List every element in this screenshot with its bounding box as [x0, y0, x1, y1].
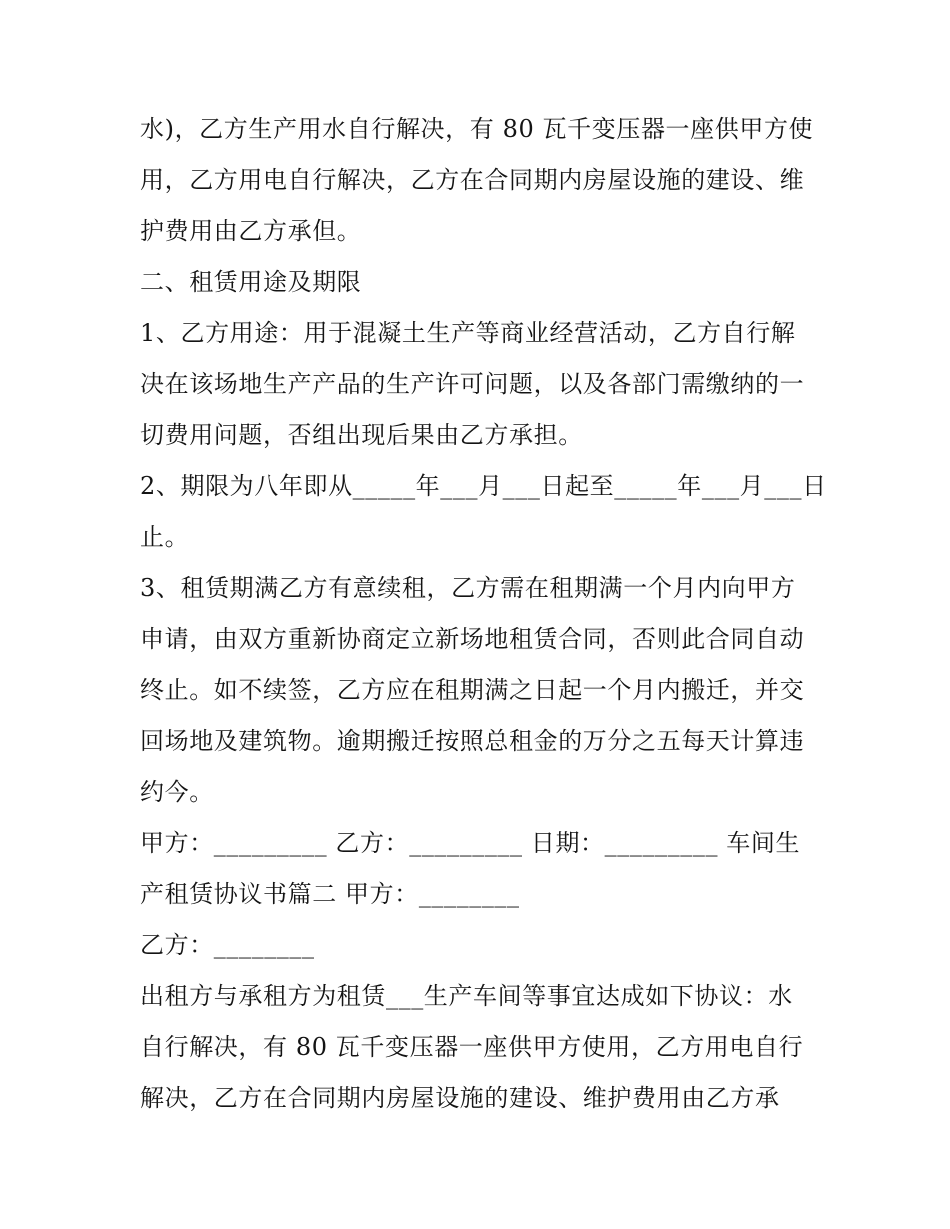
- paragraph-line: 解决，乙方在合同期内房屋设施的建设、维护费用由乙方承: [140, 1084, 780, 1112]
- paragraph-line: 约今。: [140, 778, 214, 806]
- paragraph-line: 1、乙方用途：用于混凝土生产等商业经营活动，乙方自行解: [140, 319, 796, 347]
- paragraph-line: 产租赁协议书篇二 甲方：________: [140, 880, 520, 908]
- paragraph-line: 乙方：________: [140, 931, 315, 959]
- paragraph-line: 止。: [140, 523, 190, 551]
- paragraph-line: 切费用问题，否组出现后果由乙方承担。: [140, 421, 583, 449]
- paragraph-line: 决在该场地生产产品的生产许可问题，以及各部门需缴纳的一: [140, 370, 805, 398]
- paragraph-line: 护费用由乙方承但。: [140, 217, 362, 245]
- paragraph-line: 申请，由双方重新协商定立新场地租赁合同，否则此合同自动: [140, 625, 805, 653]
- paragraph-line: 终止。如不续签，乙方应在租期满之日起一个月内搬迁，并交: [140, 676, 805, 704]
- paragraph-line: 用，乙方用电自行解决，乙方在合同期内房屋设施的建设、维: [140, 166, 805, 194]
- section-heading: 二、租赁用途及期限: [140, 268, 362, 296]
- paragraph-line: 水)，乙方生产用水自行解决，有 80 瓦千变压器一座供甲方使: [140, 115, 814, 143]
- paragraph-line: 自行解决，有 80 瓦千变压器一座供甲方使用，乙方用电自行: [140, 1033, 804, 1061]
- signature-line: 甲方：_________ 乙方：_________ 日期：_________ 车间生: [140, 829, 801, 857]
- paragraph-line: 3、租赁期满乙方有意续租，乙方需在租期满一个月内向甲方: [140, 574, 796, 602]
- paragraph-line: 2、期限为八年即从_____年___月___日起至_____年___月___日: [140, 472, 827, 500]
- paragraph-line: 出租方与承租方为租赁___生产车间等事宜达成如下协议：水: [140, 982, 793, 1010]
- paragraph-line: 回场地及建筑物。逾期搬迁按照总租金的万分之五每天计算违: [140, 727, 805, 755]
